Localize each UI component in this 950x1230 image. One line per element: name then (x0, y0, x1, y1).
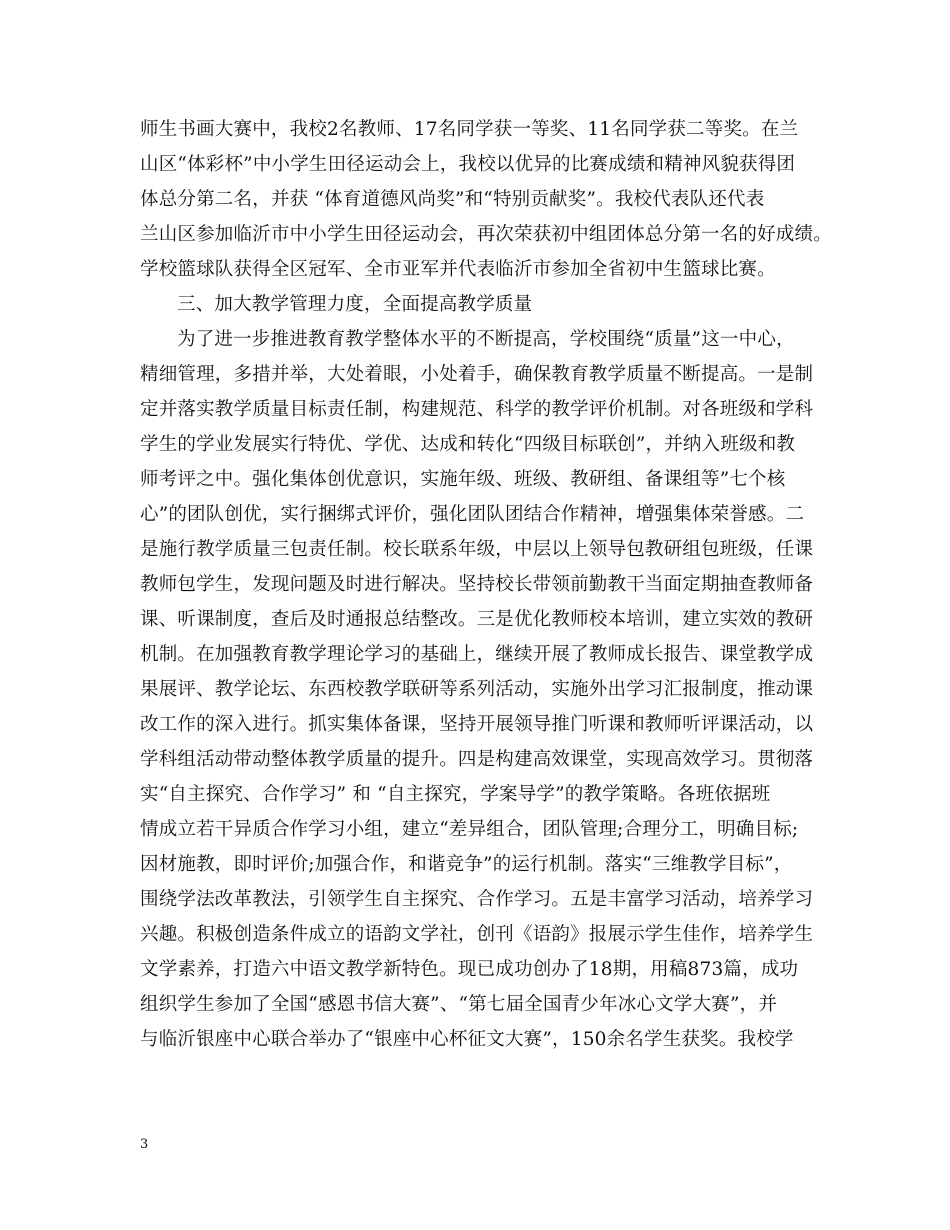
text-line: 兰山区参加临沂市中小学生田径运动会，再次荣获初中组团体总分第一名的好成绩。 (140, 224, 832, 245)
text-line: 定并落实教学质量目标责任制，构建规范、科学的教学评价机制。对各班级和学科 (140, 399, 814, 420)
text-line: 文学素养，打造六中语文教学新特色。现已成功创办了18期，用稿873篇，成功 (140, 959, 799, 980)
text-line: 精细管理，多措并举，大处着眼，小处着手，确保教育教学质量不断提高。一是制 (140, 364, 814, 385)
text-line: 学科组活动带动整体教学质量的提升。四是构建高效课堂，实现高效学习。贯彻落 (140, 749, 814, 770)
text-line: 是施行教学质量三包责任制。校长联系年级，中层以上领导包教研组包班级，任课 (140, 539, 814, 560)
text-line: 果展评、教学论坛、东西校教学联研等系列活动，实施外出学习汇报制度，推动课 (140, 679, 814, 700)
text-line: 机制。在加强教育教学理论学习的基础上，继续开展了教师成长报告、课堂教学成 (140, 644, 814, 665)
section-heading: 三、加大教学管理力度，全面提高教学质量 (177, 294, 533, 315)
text-line: 与临沂银座中心联合举办了“银座中心杯征文大赛”，150余名学生获奖。我校学 (140, 1029, 794, 1050)
text-line: 学校篮球队获得全区冠军、全市亚军并代表临沂市参加全省初中生篮球比赛。 (140, 259, 776, 280)
text-line: 师考评之中。强化集体创优意识，实施年级、班级、教研组、备课组等”七个核 (140, 469, 786, 490)
text-line: 学生的学业发展实行特优、学优、达成和转化“四级目标联创”，并纳入班级和教 (140, 434, 796, 455)
text-line: 山区“体彩杯”中小学生田径运动会上，我校以优异的比赛成绩和精神风貌获得团 (140, 154, 796, 175)
text-line: 实“自主探究、合作学习” 和 “自主探究，学案导学”的教学策略。各班依据班 (140, 784, 771, 805)
paragraph-first-line: 为了进一步推进教育教学整体水平的不断提高，学校围绕“质量”这一中心， (177, 329, 795, 350)
text-line: 师生书画大赛中，我校2名教师、17名同学获一等奖、11名同学获二等奖。在兰 (140, 119, 799, 140)
text-line: 因材施教，即时评价;加强合作，和谐竞争”的运行机制。落实“三维教学目标”， (140, 854, 793, 875)
text-line: 体总分第二名，并获 “体育道德风尚奖”和“特别贡献奖”。我校代表队还代表 (140, 189, 765, 210)
text-line: 围绕学法改革教法，引领学生自主探究、合作学习。五是丰富学习活动，培养学习 (140, 889, 814, 910)
text-line: 情成立若干异质合作学习小组，建立“差异组合，团队管理;合理分工，明确目标; (140, 819, 799, 840)
text-line: 教师包学生，发现问题及时进行解决。坚持校长带领前勤教干当面定期抽查教师备 (140, 574, 814, 595)
text-line: 课、听课制度，查后及时通报总结整改。三是优化教师校本培训，建立实效的教研 (140, 609, 814, 630)
text-line: 兴趣。积极创造条件成立的语韵文学社，创刊《语韵》报展示学生佳作，培养学生 (140, 924, 814, 945)
text-line: 组织学生参加了全国“感恩书信大赛”、“第七届全国青少年冰心文学大赛”，并 (140, 994, 778, 1015)
text-line: 心”的团队创优，实行捆绑式评价，强化团队团结合作精神，增强集体荣誉感。二 (140, 504, 805, 525)
text-line: 改工作的深入进行。抓实集体备课，坚持开展领导推门听课和教师听评课活动，以 (140, 714, 814, 735)
page-number: 3 (140, 1137, 149, 1152)
